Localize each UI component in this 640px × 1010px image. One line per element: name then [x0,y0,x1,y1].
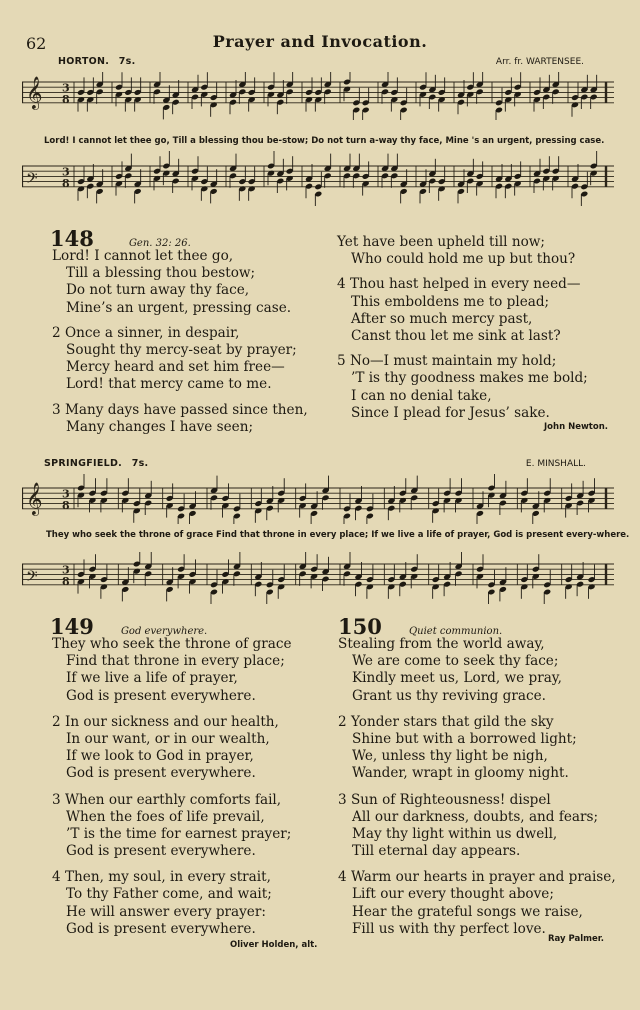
stanza-gap [338,783,616,792]
verse-line: We are come to seek thy face; [352,653,559,670]
tune-name-text: SPRINGFIELD. [44,458,123,469]
verse-line: Wander, wrapt in gloomy night. [352,765,569,782]
verse-line: In our want, or in our wealth, [66,730,270,747]
verse-line: This emboldens me to plead; [351,293,550,310]
music-underlay-2: They who seek the throne of grace Find that throne in every place; If we live a life of prayer, God is present every-where. [46,530,630,540]
verse-line: Till a blessing thou bestow; [66,265,256,282]
scripture-reference: Gen. 32: 26. [128,238,191,249]
verse-line: God is present everywhere. [66,843,256,860]
hymn-number: 149 [50,614,94,639]
tune-name [58,56,136,67]
svg-text:𝄢: 𝄢 [26,169,38,191]
verse-line: Fill us with thy perfect love. [352,920,546,937]
hymn-150-text [338,636,616,938]
hymn-149-text [52,636,292,938]
verse-line: He will answer every prayer: [66,903,266,920]
verse-line: Mine’s an urgent, pressing case. [66,299,292,316]
hymn-number: 150 [338,614,382,639]
verse-line: They who seek the throne of grace [52,636,292,652]
stanza-gap [52,394,308,402]
tune-arranger: Arr. fr. WARTENSEE. [495,57,584,67]
verse-line: When the foes of life prevail, [66,808,265,825]
svg-text:3: 3 [62,487,70,501]
verse-line: All our darkness, doubts, and fears; [352,808,599,825]
svg-text:8: 8 [62,176,70,190]
music-staff-bass-1 [22,150,614,220]
hymn-148-column-2 [337,234,588,422]
verse-line: May thy light within us dwell, [352,825,558,842]
stanza-gap [52,705,292,714]
verse-line: Who could hold me up but thou? [351,251,576,268]
svg-text:𝄞: 𝄞 [26,75,43,109]
verse-line: Grant us thy reviving grace. [352,687,546,704]
verse-line: To thy Father come, and wait; [66,886,272,903]
svg-text:3: 3 [62,165,70,179]
music-staff-treble-2 [22,474,614,524]
verse-line: 4 Then, my soul, in every strait, [52,869,271,886]
stanza-gap [52,783,292,792]
stanza-gap [337,345,588,353]
verse-line: 5 No—I must maintain my hold; [337,353,557,370]
tune-composer: E. MINSHALL. [525,459,586,469]
verse-line: God is present everywhere. [66,687,256,704]
hymn-author: Ray Palmer. [547,934,604,944]
verse-line: I can no denial take, [351,387,492,404]
stanza-gap [52,860,292,869]
stanza-gap [52,317,308,325]
verse-line: 4 Thou hast helped in every need— [337,276,581,293]
verse-line: Do not turn away thy face, [66,282,250,299]
verse-line: 3 Sun of Righteousness! dispel [338,791,551,808]
verse-line: Yet have been upheld till now; [337,234,546,250]
verse-line: Since I plead for Jesus’ sake. [351,404,550,421]
svg-text:3: 3 [62,563,70,577]
hymn-148-column-1 [52,248,308,436]
verse-line: Lift our every thought above; [352,886,554,903]
section-title: Prayer and Invocation. [212,32,428,51]
verse-line: Kindly meet us, Lord, we pray, [352,670,562,687]
verse-line: Shine but with a borrowed light; [352,730,577,747]
verse-line: Sought thy mercy-seat by prayer; [66,341,297,358]
verse-line: 3 Many days have passed since then, [52,401,308,418]
verse-line: ’T is the time for earnest prayer; [66,825,292,842]
verse-line: God is present everywhere. [66,920,256,937]
verse-line: 3 When our earthly comforts fail, [52,791,282,808]
verse-line: 2 In our sickness and our health, [52,713,279,730]
svg-text:𝄞: 𝄞 [26,481,43,515]
svg-text:8: 8 [62,92,70,106]
svg-text:8: 8 [62,574,70,588]
verse-line: Till eternal day appears. [352,843,521,860]
verse-line: 2 Once a sinner, in despair, [52,324,240,341]
tune-meter: 7s. [131,458,149,469]
verse-line: 4 Warm our hearts in prayer and praise, [338,869,616,886]
verse-line: God is present everywhere. [66,765,256,782]
music-staff-treble-1 [22,72,614,120]
tune-name-text: HORTON. [58,56,110,67]
hymn-title: Quiet communion. [408,626,503,637]
hymn-author: John Newton. [544,422,608,432]
verse-line: We, unless thy light be nigh, [352,748,548,765]
verse-line: Lord! I cannot let thee go, [52,248,234,264]
music-staff-bass-2 [22,552,614,612]
verse-line: Find that throne in every place; [66,653,285,670]
verse-line: After so much mercy past, [351,310,533,327]
verse-line: Mercy heard and set him free— [66,359,285,376]
svg-text:𝄢: 𝄢 [26,567,38,589]
verse-line: Many changes I have seen; [66,418,254,435]
verse-line: If we look to God in prayer, [66,748,254,765]
verse-line: Lord! that mercy came to me. [66,376,272,393]
stanza-gap [337,268,588,276]
stanza-gap [338,705,616,714]
svg-text:8: 8 [62,498,70,512]
svg-text:3: 3 [62,81,70,95]
tune-name [44,458,148,469]
music-underlay-1: Lord! I cannot let thee go, Till a blessing thou be-stow; Do not turn a-way thy face, Mine 's an urgent, pressing case. [44,136,605,146]
verse-line: 2 Yonder stars that gild the sky [338,713,554,730]
tune-meter: 7s. [118,56,136,67]
verse-line: Canst thou let me sink at last? [351,327,561,344]
verse-line: ’T is thy goodness makes me bold; [351,370,588,387]
page-number: 62 [26,34,47,53]
hymn-title: God everywhere. [120,626,208,637]
verse-line: If we live a life of prayer, [66,670,238,687]
verse-line: Stealing from the world away, [338,636,545,652]
verse-line: Hear the grateful songs we raise, [352,903,583,920]
stanza-gap [338,860,616,869]
hymn-number: 148 [50,226,94,251]
hymn-author: Oliver Holden, alt. [230,940,318,950]
